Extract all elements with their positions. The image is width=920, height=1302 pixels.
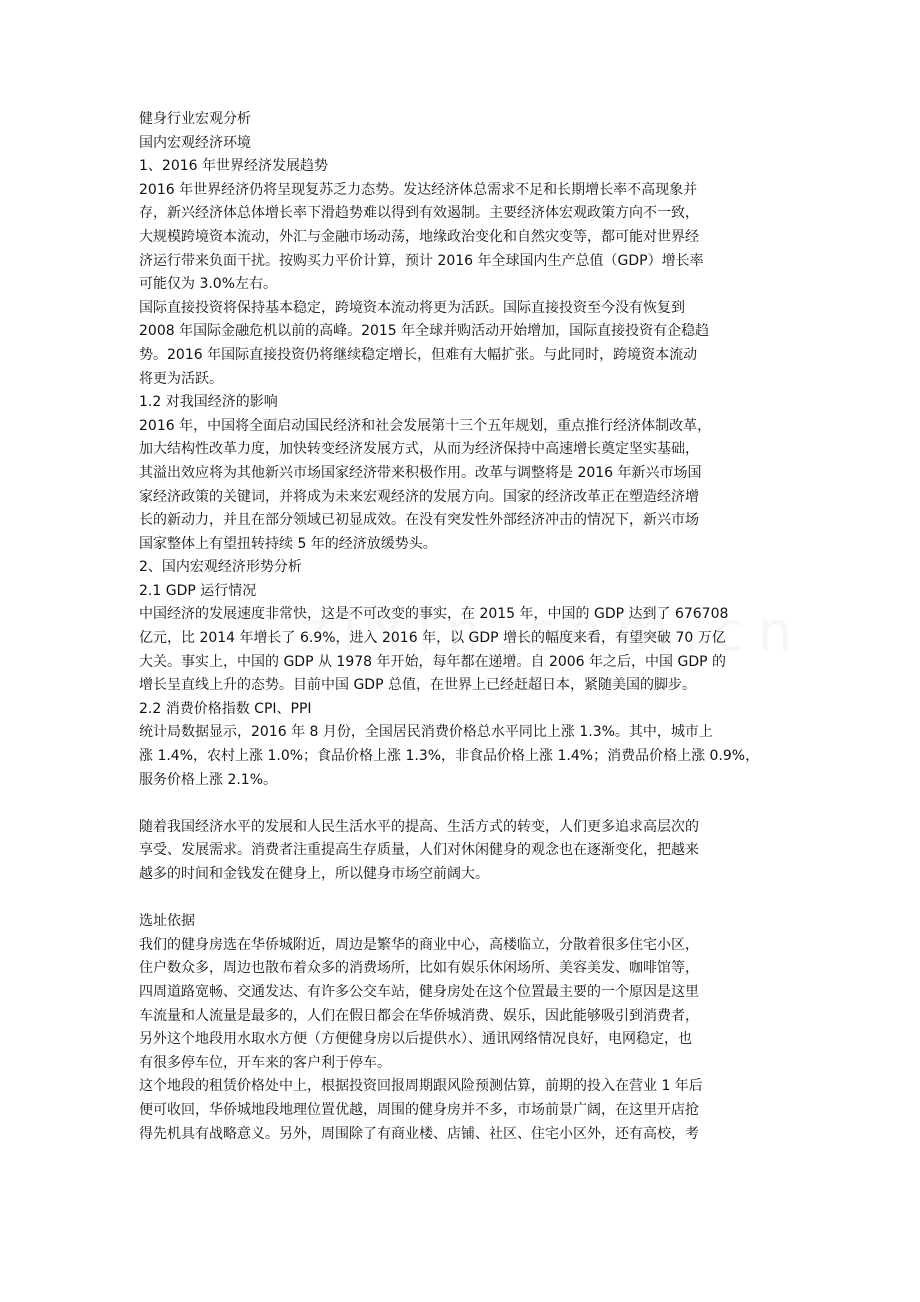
paragraph-line: 车流量和人流量是最多的，人们在假日都会在华侨城消费、娱乐，因此能够吸引到消费者，	[139, 1007, 699, 1024]
paragraph-line: 我们的健身房选在华侨城附近，周边是繁华的商业中心，高楼临立，分散着很多住宅小区，	[139, 936, 699, 953]
paragraph-line: 可能仅为 3.0%左右。	[139, 276, 278, 293]
paragraph-line: 长的新动力，并且在部分领域已初显成效。在没有突发性外部经济冲击的情况下，新兴市场	[139, 512, 699, 529]
paragraph-line: 亿元，比 2014 年增长了 6.9%，进入 2016 年，以 GDP 增长的幅度来看，有望突破 70 万亿	[139, 630, 726, 647]
paragraph-line: 大规模跨境资本流动，外汇与金融市场动荡，地缘政治变化和自然灾变等，都可能对世界经	[139, 228, 699, 245]
paragraph-line: 济运行带来负面干扰。按购买力平价计算，预计 2016 年全球国内生产总值（GDP）增长率	[139, 252, 704, 269]
paragraph-line: 国家整体上有望扭转持续 5 年的经济放缓势头。	[139, 535, 437, 552]
paragraph-line: 有很多停车位，开车来的客户利于停车。	[139, 1054, 391, 1071]
paragraph-line: 增长呈直线上升的态势。目前中国 GDP 总值，在世界上已经赶超日本，紧随美国的脚步。	[139, 677, 696, 694]
subsection-heading-world-economy: 1、2016 年世界经济发展趋势	[139, 158, 328, 175]
paragraph-line: 越多的时间和金钱发在健身上，所以健身市场空前阔大。	[139, 866, 489, 882]
paragraph-line: 加大结构性改革力度，加快转变经济发展方式，从而为经济保持中高速增长奠定坚实基础，	[139, 441, 699, 458]
paragraph-line: 涨 1.4%，农村上涨 1.0%；食品价格上涨 1.3%，非食品价格上涨 1.4%；消费品价格上涨 0.9%，	[139, 748, 760, 765]
paragraph-line: 服务价格上涨 2.1%。	[139, 771, 278, 788]
paragraph-line: 享受、发展需求。消费者注重提高生存质量，人们对休闲健身的观念也在逐渐变化，把越来	[139, 842, 699, 859]
subsection-heading-gdp: 2.1 GDP 运行情况	[139, 582, 257, 599]
paragraph-line: 势。2016 年国际直接投资仍将继续稳定增长，但难有大幅扩张。与此同时，跨境资本流动	[139, 346, 698, 363]
document-page	[139, 108, 787, 1146]
subsection-heading-cpi-ppi: 2.2 消费价格指数 CPI、PPI	[139, 700, 312, 717]
blank-line	[139, 792, 787, 816]
paragraph-line: 这个地段的租赁价格处中上，根据投资回报周期跟风险预测估算，前期的投入在营业 1 年后	[139, 1078, 703, 1095]
blank-line	[139, 887, 787, 911]
section-heading-site-selection: 选址依据	[139, 913, 195, 930]
subsection-heading-domestic-analysis: 2、国内宏观经济形势分析	[139, 559, 302, 576]
section-heading-domestic-macro: 国内宏观经济环境	[139, 134, 251, 151]
doc-title: 健身行业宏观分析	[139, 111, 251, 127]
paragraph-line: 便可收回，华侨城地段地理位置优越，周围的健身房并不多，市场前景广阔，在这里开店抢	[139, 1101, 699, 1118]
paragraph-line: 2016 年世界经济仍将呈现复苏乏力态势。发达经济体总需求不足和长期增长率不高现象并	[139, 181, 698, 198]
paragraph-line: 将更为活跃。	[139, 370, 223, 387]
paragraph-line: 2008 年国际金融危机以前的高峰。2015 年全球并购活动开始增加，国际直接投资有企稳趋	[139, 323, 710, 340]
paragraph-line: 家经济政策的关键词，并将成为未来宏观经济的发展方向。国家的经济改革正在塑造经济增	[139, 488, 699, 505]
paragraph-line: 中国经济的发展速度非常快，这是不可改变的事实，在 2015 年，中国的 GDP 达到了 676708	[139, 606, 729, 623]
paragraph-line: 得先机具有战略意义。另外，周围除了有商业楼、店铺、社区、住宅小区外，还有高校，考	[139, 1125, 699, 1142]
paragraph-line: 统计局数据显示，2016 年 8 月份，全国居民消费价格总水平同比上涨 1.3%。其中，城市上	[139, 724, 713, 741]
paragraph-line: 国际直接投资将保持基本稳定，跨境资本流动将更为活跃。国际直接投资至今没有恢复到	[139, 299, 685, 316]
paragraph-line: 2016 年，中国将全面启动国民经济和社会发展第十三个五年规划，重点推行经济体制改革，	[139, 417, 712, 434]
paragraph-line: 住户数众多，周边也散布着众多的消费场所，比如有娱乐休闲场所、美容美发、咖啡馆等，	[139, 960, 699, 977]
paragraph-line: 另外这个地段用水取水方便（方便健身房以后提供水）、通讯网络情况良好，电网稳定，也	[139, 1031, 692, 1048]
paragraph-line: 大关。事实上，中国的 GDP 从 1978 年开始，每年都在递增。自 2006 年之后，中国 GDP 的	[139, 653, 727, 670]
paragraph-line: 其溢出效应将为其他新兴市场国家经济带来积极作用。改革与调整将是 2016 年新兴市场国	[139, 464, 702, 481]
paragraph-line: 随着我国经济水平的发展和人民生活水平的提高、生活方式的转变，人们更多追求高层次的	[139, 818, 699, 835]
paragraph-line: 存，新兴经济体总体增长率下滑趋势难以得到有效遏制。主要经济体宏观政策方向不一致，	[139, 205, 699, 222]
subsection-heading-impact: 1.2 对我国经济的影响	[139, 394, 278, 411]
paragraph-line: 四周道路宽畅、交通发达、有许多公交车站，健身房处在这个位置最主要的一个原因是这里	[139, 983, 699, 1000]
